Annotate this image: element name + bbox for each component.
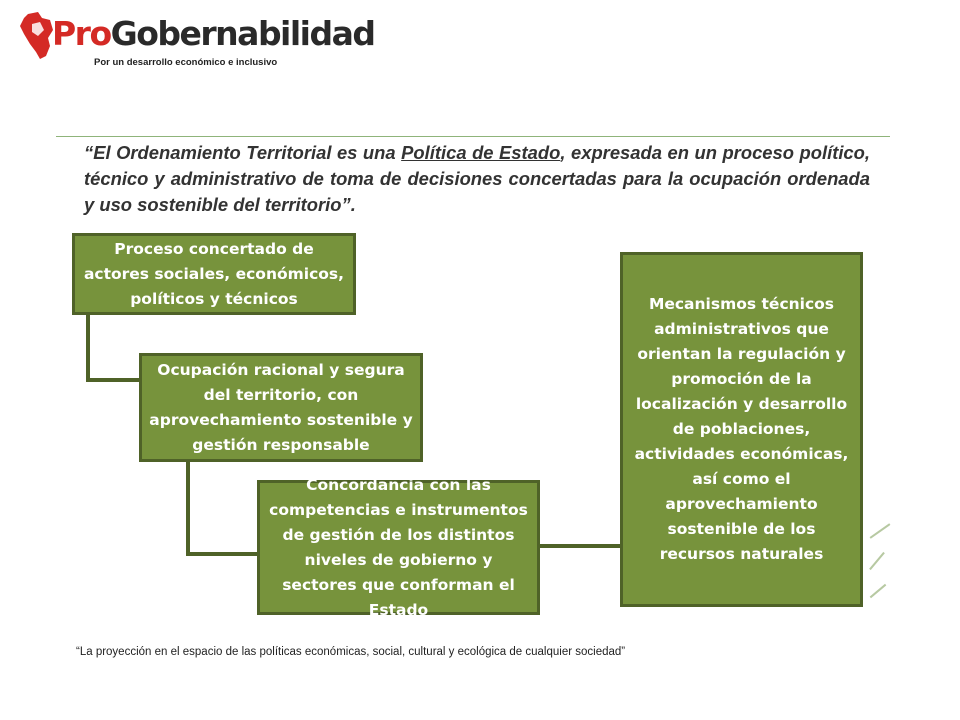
quote-underlined: Política de Estado: [401, 142, 561, 163]
footnote-quote: “La proyección en el espacio de las políticas económicas, social, cultural y ecológica de cualquier sociedad”: [76, 646, 626, 658]
box-concordancia-text: Concordancia con las competencias e instrumentos de gestión de los distintos niveles de gobierno y sectores que conforman el Estado: [269, 475, 528, 619]
box-proceso-concertado: [72, 233, 356, 315]
box-mecanismos-tecnicos: [620, 252, 863, 607]
connector-3-horizontal: [538, 544, 622, 548]
box-mecanismos-tecnicos-text: Mecanismos técnicos administrativos que orientan la regulación y promoción de la localización y desarrollo de poblaciones, actividades económicas, así como el aprovechamiento sostenible de los recursos naturales: [634, 295, 849, 563]
logo-pro: Pro: [52, 14, 111, 53]
connector-1-horizontal: [86, 378, 142, 382]
quote-close: ”.: [341, 194, 356, 215]
definition-quote: [84, 140, 870, 218]
connector-1-vertical: [86, 314, 90, 382]
logo-gobernabilidad: Gobernabilidad: [110, 14, 375, 53]
connector-2-horizontal: [186, 552, 260, 556]
progobernabilidad-logo: [20, 10, 375, 72]
peru-map-icon: [20, 12, 54, 60]
box-proceso-concertado-text: Proceso concertado de actores sociales, económicos, políticos y técnicos: [83, 239, 345, 308]
decorative-mark: [870, 523, 891, 538]
logo-wordmark: [52, 12, 375, 56]
header-rule: [56, 136, 890, 137]
connector-2-vertical: [186, 460, 190, 556]
box-ocupacion-racional: [139, 353, 423, 462]
decorative-mark: [870, 584, 887, 598]
quote-rest: , expresada en un proceso político, técnico y administrativo de toma de decisiones concertadas para la ocupación ordenada y uso sostenible del territorio: [84, 142, 870, 215]
box-ocupacion-racional-text: Ocupación racional y segura del territorio, con aprovechamiento sostenible y gestión responsable: [149, 360, 413, 454]
box-concordancia: [257, 475, 540, 619]
decorative-mark: [869, 552, 885, 570]
logo-tagline: Por un desarrollo económico e inclusivo: [94, 57, 278, 68]
quote-open: “El Ordenamiento Territorial es una: [84, 142, 402, 163]
